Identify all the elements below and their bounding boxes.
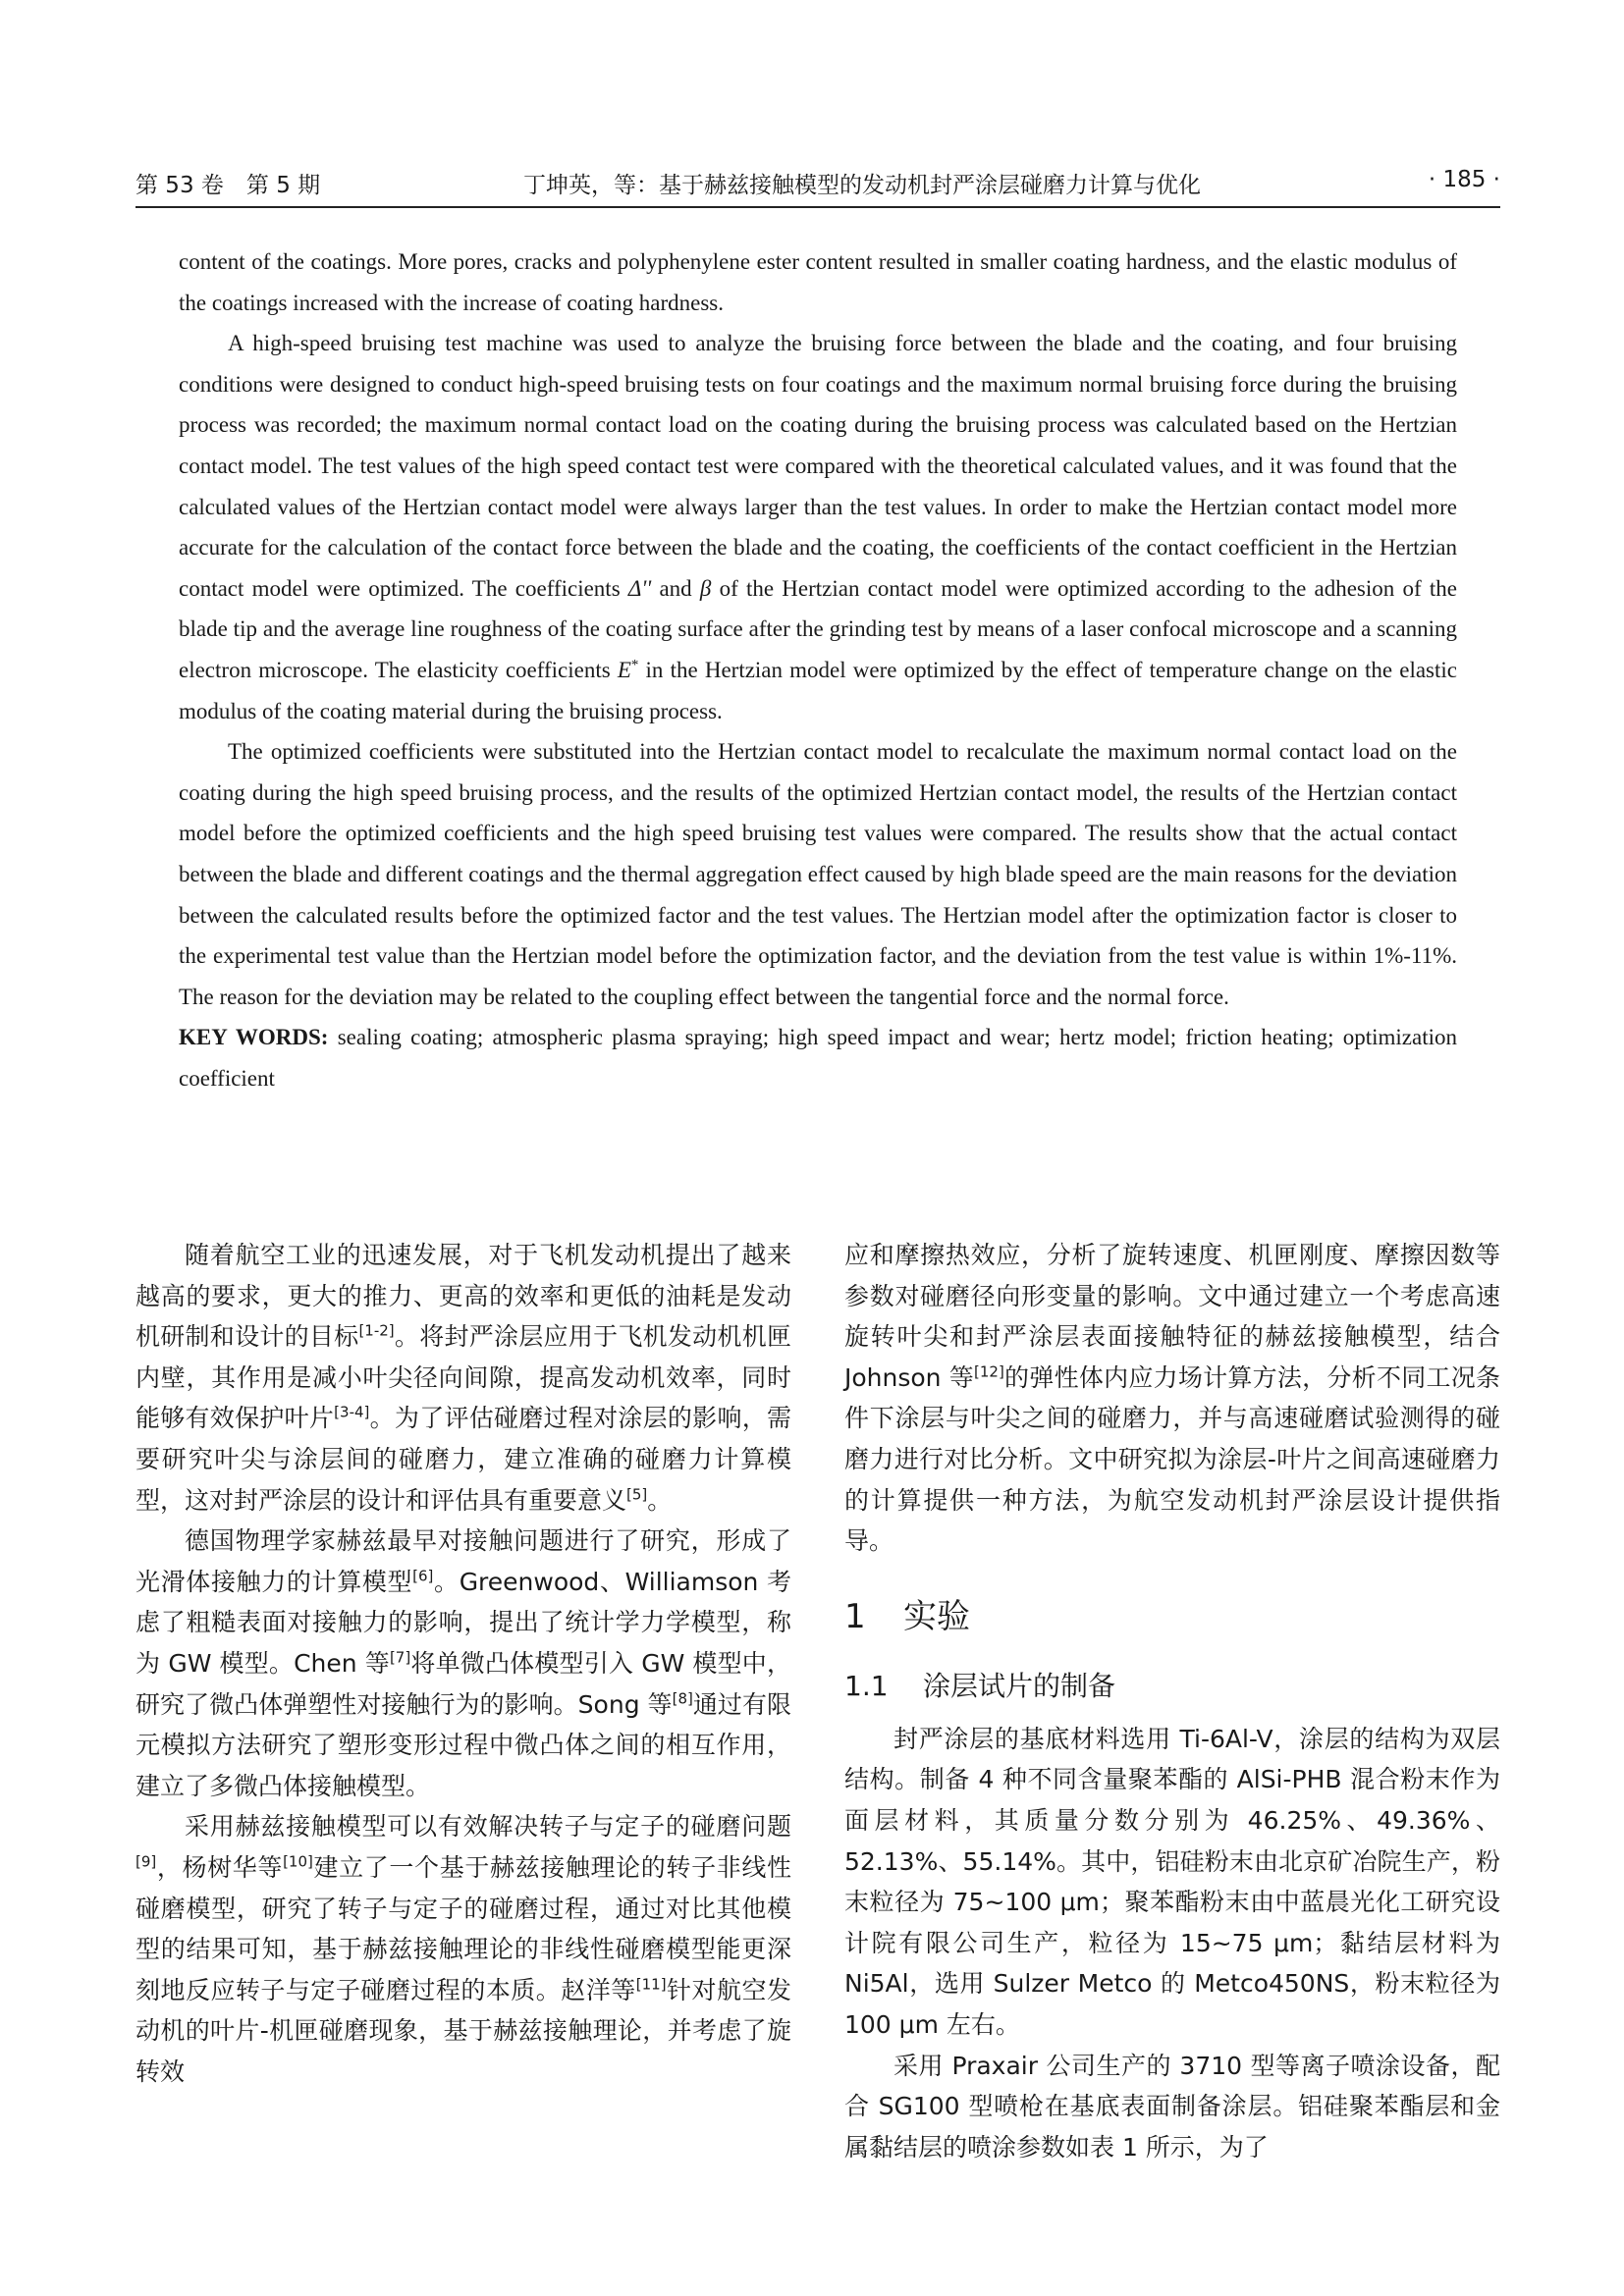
body-paragraph: 封严涂层的基底材料选用 Ti-6Al-V，涂层的结构为双层结构。制备 4 种不同含量聚苯酯的 AlSi-PHB 混合粉末作为面层材料，其质量分数分别为 46.25%、49.36%、52.13%、55.14%。其中，铝硅粉末由北京矿冶院生产，粉末粒径为 75~100 μm；聚苯酯粉末由中蓝晨光化工研究设计院有限公司生产，粒径为 15~75 μm；黏结层材料为 Ni5Al，选用 Sulzer Metco 的 Metco450NS，粉末粒径为 100 μm 左右。	[844, 1724, 1500, 2039]
page-number: · 185 ·	[1428, 167, 1500, 192]
citation: [9]	[135, 1852, 157, 1871]
keywords: KEY WORDS: sealing coating; atmospheric plasma spraying; high speed impact and wear; hertz model; friction heating; optimization coefficient	[179, 1025, 1458, 1091]
symbol-e: E	[617, 657, 631, 682]
section-number: 1	[844, 1596, 866, 1636]
abstract-paragraph: A high-speed bruising test machine was used to analyze the bruising force between the blade and the coating, and four bruising conditions were designed to conduct high-speed bruising tests on four coatings and the maximum normal bruising force during the bruising process was recorded; the maximum normal contact load on the coating during the bruising process was calculated based on the Hertzian contact model. The test values of the high speed contact test were compared with the theoretical calculated values, and it was found that the calculated values of the Hertzian contact model were always larger than the test values. In order to make the Hertzian contact model more accurate for the calculation of the contact force between the blade and the coating, the coefficients of the contact coefficient in the Hertzian contact model were optimized. The coefficients Δ'' and β of the Hertzian contact model were optimized according to the adhesion of the blade tip and the average line roughness of the coating surface after the grinding test by means of a laser confocal microscope and a scanning electron microscope. The elasticity coefficients E* in the Hertzian model were optimized by the effect of temperature change on the elastic modulus of the coating material during the bruising process.	[179, 331, 1457, 723]
citation: [11]	[635, 1975, 667, 1994]
body-paragraph: 德国物理学家赫兹最早对接触问题进行了研究，形成了光滑体接触力的计算模型[6]。Greenwood、Williamson 考虑了粗糙表面对接触力的影响，提出了统计学力学模型，称为 GW 模型。Chen 等[7]将单微凸体模型引入 GW 模型中，研究了微凸体弹塑性对接触行为的影响。Song 等[8]通过有限元模拟方法研究了塑形变形过程中微凸体之间的相互作用，建立了多微凸体接触模型。	[135, 1526, 791, 1800]
section-heading	[844, 1597, 1500, 1640]
citation: [7]	[389, 1648, 411, 1667]
body-column-left	[135, 1235, 791, 2092]
keywords-label: KEY WORDS:	[179, 1025, 329, 1050]
citation: [6]	[412, 1567, 434, 1585]
header-rule	[135, 206, 1500, 208]
citation: [1-2]	[358, 1321, 395, 1340]
body-paragraph: 采用赫兹接触模型可以有效解决转子与定子的碰磨问题[9]，杨树华等[10]建立了一个基于赫兹接触理论的转子非线性碰磨模型，研究了转子与定子的碰磨过程，通过对比其他模型的结果可知，基于赫兹接触理论的非线性碰磨模型能更深刻地反应转子与定子碰磨过程的本质。赵洋等[11]针对航空发动机的叶片-机匣碰磨现象，基于赫兹接触理论，并考虑了旋转效	[135, 1812, 791, 2086]
body-column-right	[844, 1235, 1500, 2167]
volume-issue: 第 53 卷 第 5 期	[135, 173, 321, 198]
running-header	[135, 159, 1500, 204]
citation: [5]	[626, 1485, 648, 1504]
subsection-number: 1.1	[844, 1669, 889, 1702]
symbol-delta: Δ''	[627, 575, 652, 601]
body-paragraph: 应和摩擦热效应，分析了旋转速度、机匣刚度、摩擦因数等参数对碰磨径向形变量的影响。文中通过建立一个考虑高速旋转叶尖和封严涂层表面接触特征的赫兹接触模型，结合 Johnson 等[12]的弹性体内应力场计算方法，分析不同工况条件下涂层与叶尖之间的碰磨力，并与高速碰磨试验测得的碰磨力进行对比分析。文中研究拟为涂层-叶片之间高速碰磨力的计算提供一种方法，为航空发动机封严涂层设计提供指导。	[844, 1241, 1500, 1556]
citation: [8]	[672, 1689, 693, 1708]
abstract-paragraph: content of the coatings. More pores, cracks and polyphenylene ester content resulted in smaller coating hardness, and the elastic modulus of the coatings increased with the increase of coating hardness.	[179, 249, 1457, 315]
citation: [3-4]	[334, 1404, 370, 1422]
section-title: 实验	[903, 1596, 970, 1636]
running-title: 丁坤英，等：基于赫兹接触模型的发动机封严涂层碰磨力计算与优化	[523, 173, 1201, 198]
abstract-paragraph: The optimized coefficients were substituted into the Hertzian contact model to recalculate the maximum normal contact load on the coating during the high speed bruising process, and the results of the optimized Hertzian contact model, the results of the Hertzian contact model before the optimized coefficients and the high speed bruising test values were compared. The results show that the actual contact between the blade and different coatings and the thermal aggregation effect caused by high blade speed are the main reasons for the deviation between the calculated results before the optimized factor and the test values. The Hertzian model after the optimization factor is closer to the experimental test value than the Hertzian model before the optimization factor, and the deviation from the test value is within 1%-11%. The reason for the deviation may be related to the coupling effect between the tangential force and the normal force.	[179, 739, 1457, 1009]
citation: [12]	[974, 1362, 1004, 1381]
subsection-heading	[844, 1666, 1500, 1705]
subsection-title: 涂层试片的制备	[923, 1669, 1116, 1702]
body-paragraph: 随着航空工业的迅速发展，对于飞机发动机提出了越来越高的要求，更大的推力、更高的效率和更低的油耗是发动机研制和设计的目标[1-2]。将封严涂层应用于飞机发动机机匣内壁，其作用是减小叶尖径向间隙，提高发动机效率，同时能够有效保护叶片[3-4]。为了评估碰磨过程对涂层的影响，需要研究叶尖与涂层间的碰磨力，建立准确的碰磨力计算模型，这对封严涂层的设计和评估具有重要意义[5]。	[135, 1241, 791, 1515]
english-abstract	[179, 241, 1457, 1098]
body-paragraph: 采用 Praxair 公司生产的 3710 型等离子喷涂设备，配合 SG100 型喷枪在基底表面制备涂层。铝硅聚苯酯层和金属黏结层的喷涂参数如表 1 所示，为了	[844, 2051, 1500, 2162]
symbol-beta: β	[699, 575, 712, 601]
citation: [10]	[283, 1852, 313, 1871]
